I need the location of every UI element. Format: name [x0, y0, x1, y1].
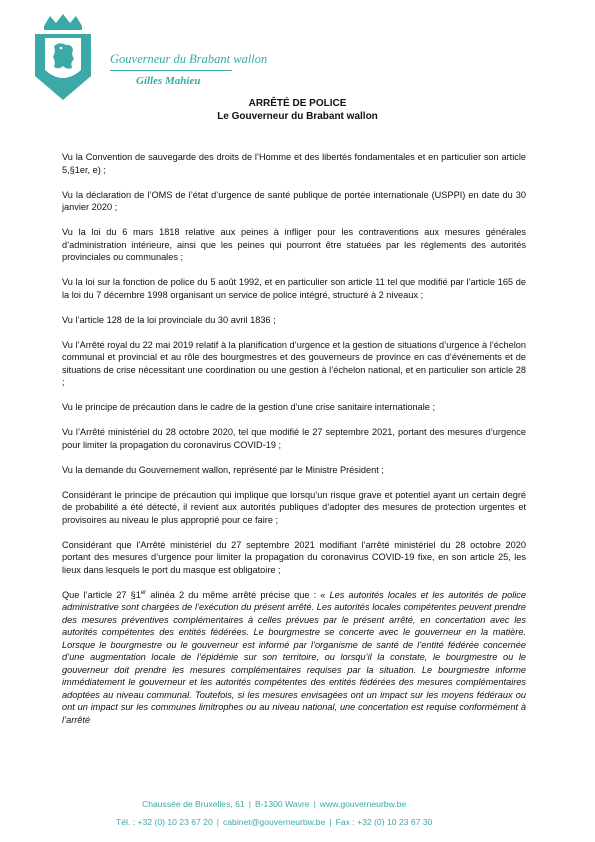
document-heading [0, 97, 595, 123]
footer-fax: Fax : +32 (0) 10 23 67 30 [335, 817, 433, 827]
footer-separator: | [216, 817, 219, 827]
paragraph: Vu la déclaration de l’OMS de l’état d’urgence de santé publique de portée internationale (USPPI) en date du 30 janvier 2020 ; [62, 189, 526, 212]
footer-separator: | [329, 817, 332, 827]
paragraph: Vu la demande du Gouvernement wallon, représenté par le Ministre Président ; [62, 464, 384, 475]
footer-phone: Tél. : +32 (0) 10 23 67 20 [116, 817, 213, 827]
footer-row-address [142, 799, 406, 809]
superscript: er [140, 589, 147, 596]
paragraph-quote [62, 589, 526, 727]
quoted-text: Les autorités locales et les autorités de police administrative sont chargées de l’exécution du présent arrêté. Les autorités locales compétentes peuvent prendre des mesures préventives complémentaires à celles prévues par le présent arrêté, en concertation avec les autorités compétentes des entités fédérées. Le bourgmestre se concerte avec le gouverneur en la matière. Lorsque le bourgmestre ou le gouverneur est informé par l’organisme de santé de l’entité fédérée concernée d’une augmentation locale de l’épidémie sur son territoire, ou lorsqu’il la constate, le bourgmestre ou le gouverneur doit prendre les mesures complémentaires requises par la situation. Le bourgmestre informe immédiatement le gouverneur et les autorités compétentes des entités fédérées des mesures complémentaires adoptées au niveau communal. Toutefois, si les mesures envisagées ont un impact sur les moyens fédéraux ou ont un impact sur les communes limitrophes ou au niveau national, une concertation est requise conformément à l’arrêté [62, 589, 526, 725]
brand-block [110, 52, 267, 87]
footer-row-contact [116, 817, 432, 827]
footer-website-link[interactable]: www.gouverneurbw.be [319, 799, 407, 809]
paragraph: Vu l’article 128 de la loi provinciale du 30 avril 1836 ; [62, 314, 276, 325]
footer-postcode: B-1300 Wavre [254, 799, 310, 809]
paragraph: Vu le principe de précaution dans le cadre de la gestion d’une crise sanitaire internationale ; [62, 402, 436, 412]
paragraph: Vu l’Arrêté royal du 22 mai 2019 relatif à la planification d’urgence et la gestion de situations d’urgence à l’échelon communal et provincial et au rôle des bourgmestres et des gouverneurs de province en cas d’événements et de situations de crise nécessitant une coordination ou une gestion à l’échelon national, et en particulier son article 28 ; [62, 339, 526, 387]
footer-separator: | [313, 799, 316, 809]
paragraph: Considérant que l’Arrêté ministériel du 27 septembre 2021 modifiant l’arrêté ministériel du 28 octobre 2020 portant des mesures d’urgence pour limiter la propagation du coronavirus COVID-19 fixe, en son article 25, les lieux dans lesquels le port du masque est obligatoire ; [62, 539, 526, 575]
quote-intro: Que l’article 27 §1 [62, 589, 141, 600]
footer-email-link[interactable]: cabinet@gouverneurbw.be [222, 817, 326, 827]
quote-intro-tail: alinéa 2 du même arrêté précise que : « [146, 589, 330, 600]
brand-divider [110, 70, 232, 71]
paragraph: Vu l’Arrêté ministériel du 28 octobre 2020, tel que modifié le 27 septembre 2021, portant des mesures d’urgence pour limiter la propagation du coronavirus COVID-19 ; [62, 427, 526, 450]
letterhead [32, 14, 592, 102]
paragraph: Vu la loi sur la fonction de police du 5 août 1992, et en particulier son article 11 tel que modifié par l’article 165 de la loi du 7 décembre 1998 organisant un service de police intégré, structuré à 2 niveaux ; [62, 277, 526, 300]
paragraph: Vu la loi du 6 mars 1818 relative aux peines à infliger pour les contraventions aux mesures générales d’administration intérieure, ainsi que les peines qui pourront être statuées par les règlements des autorités provinciales ou communales ; [62, 227, 526, 262]
footer-separator: | [248, 799, 251, 809]
document-subtitle: Le Gouverneur du Brabant wallon [217, 111, 378, 122]
footer-address: Chaussée de Bruxelles, 61 [142, 799, 245, 809]
document-title: ARRÊTÉ DE POLICE [248, 98, 347, 109]
paragraph: Vu la Convention de sauvegarde des droits de l’Homme et des libertés fondamentales et en particulier son article 5,§1er, e) ; [62, 152, 526, 175]
brand-title: Gouverneur du Brabant wallon [110, 52, 268, 66]
document-body [62, 151, 526, 726]
coat-of-arms-icon [32, 14, 94, 100]
brand-name: Gilles Mahieu [136, 75, 201, 87]
paragraph: Considérant le principe de précaution qui implique que lorsqu’un risque grave et potentiel ayant un certain degré de probabilité a été détecté, il revient aux autorités publiques d’adopter des mesures de protection urgentes et provisoires au niveau le plus approprié pour ce faire ; [62, 489, 526, 525]
